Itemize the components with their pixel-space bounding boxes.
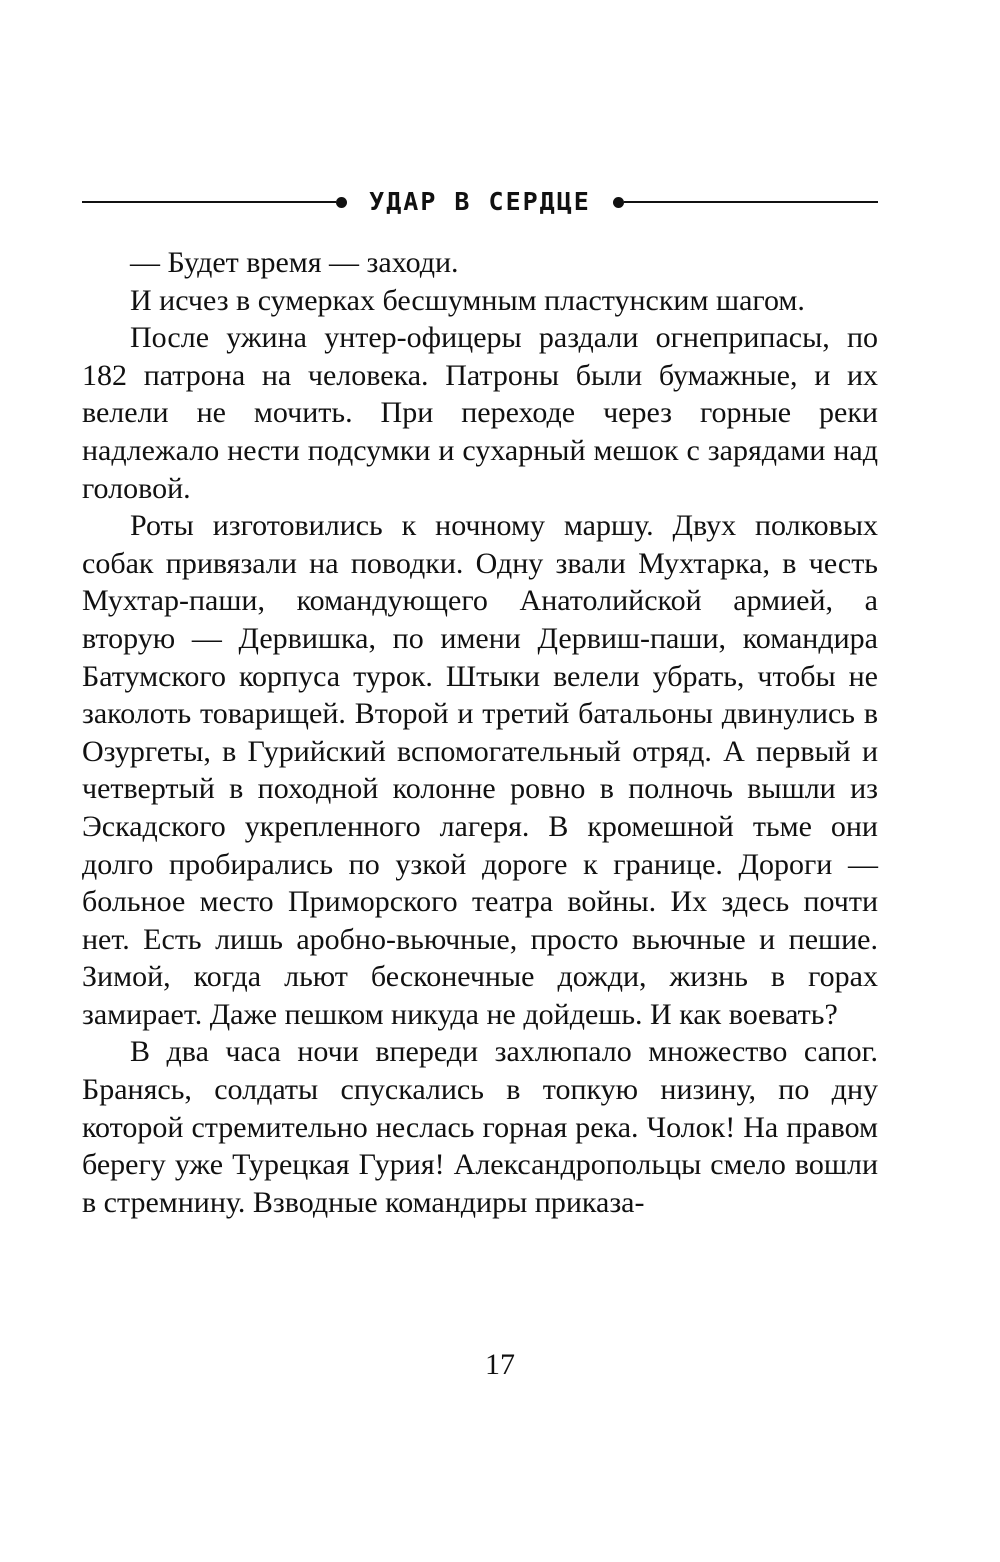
page-number: 17 xyxy=(485,1348,515,1381)
paragraph-3: После ужина унтер-офицеры раздали огнеприпасы, по 182 патрона на человека. Патроны были бумажные, и их велели не мочить. При переходе через горные реки надлежало нести подсумки и сухарный мешок с зарядами над головой. xyxy=(82,321,878,505)
header-rule-right xyxy=(624,201,878,203)
header-rule-left xyxy=(82,201,336,203)
running-header xyxy=(82,186,878,218)
body-text xyxy=(82,244,878,1221)
running-title: УДАР В СЕРДЦЕ xyxy=(369,187,591,216)
header-dot-left xyxy=(336,197,347,208)
paragraph-5: В два часа ночи впереди захлюпало множество сапог. Бранясь, солдаты спускались в топкую низину, по дну которой стремительно неслась горная река. Чолок! На правом берегу уже Турецкая Гурия! Александропольцы смело вошли в стремнину. Взводные командиры приказа- xyxy=(82,1035,878,1219)
paragraph-2: И исчез в сумерках бесшумным пластунским шагом. xyxy=(130,283,805,317)
paragraph-4: Роты изготовились к ночному маршу. Двух полковых собак привязали на поводки. Одну звали Мухтарка, в честь Мухтар-паши, командующего Анатолийской армией, а вторую — Дервишка, по имени Дервиш-паши, командира Батумского корпуса турок. Штыки велели убрать, чтобы не заколоть товарищей. Второй и третий батальоны двинулись в Озургеты, в Гурийский вспомогательный отряд. А первый и четвертый в походной колонне ровно в полночь вышли из Эскадского укрепленного лагеря. В кромешной тьме они долго пробирались по узкой дороге к границе. Дороги — больное место Приморского театра войны. Их здесь почти нет. Есть лишь аробно-вьючные, просто вьючные и пешие. Зимой, когда льют бесконечные дожди, жизнь в горах замирает. Даже пешком никуда не дойдешь. И как воевать? xyxy=(82,509,878,1031)
paragraph-1: — Будет время — заходи. xyxy=(130,246,459,279)
header-dot-right xyxy=(613,197,624,208)
